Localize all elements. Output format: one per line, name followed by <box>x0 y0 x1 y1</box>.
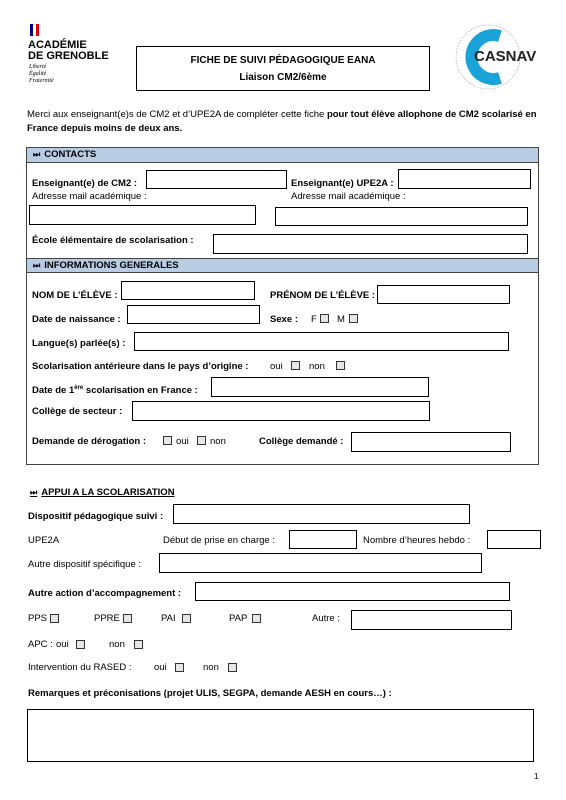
remarks-textarea[interactable] <box>27 709 534 762</box>
motto-egalite: Égalité <box>29 71 47 77</box>
other-label: Autre : <box>312 613 340 624</box>
school-field[interactable] <box>213 234 528 254</box>
student-firstname-field[interactable] <box>377 285 510 304</box>
other-device-field[interactable] <box>159 553 482 573</box>
academy-name-line1: ACADÉMIE <box>28 39 87 51</box>
ppre-label: PPRE <box>94 613 120 624</box>
first-schooling-label <box>32 383 198 396</box>
student-name-field[interactable] <box>121 281 255 300</box>
document-title: FICHE DE SUIVI PÉDAGOGIQUE EANA <box>190 55 376 66</box>
birthdate-label: Date de naissance : <box>32 314 121 325</box>
remarks-label: Remarques et préconisations (projet ULIS, SEGPA, demande AESH en cours…) : <box>28 688 392 699</box>
rased-no-checkbox[interactable] <box>228 663 237 672</box>
requested-college-field[interactable] <box>351 432 511 452</box>
contacts-header <box>27 148 538 163</box>
first-schooling-field[interactable] <box>211 377 429 397</box>
college-label: Collège de secteur : <box>32 406 123 417</box>
sex-label: Sexe : <box>270 314 298 325</box>
motto-liberte: Liberté <box>29 64 47 70</box>
sex-m-checkbox[interactable] <box>349 314 358 323</box>
document-title-box <box>136 46 430 91</box>
rased-label: Intervention du RASED : <box>28 662 132 673</box>
other-field[interactable] <box>351 610 512 630</box>
other-device-label: Autre dispositif spécifique : <box>28 559 142 570</box>
pai-label: PAI <box>161 613 176 624</box>
double-arrow-icon: ⏭ <box>33 261 41 270</box>
email-upe2a-label: Adresse mail académique : <box>291 191 406 202</box>
pps-checkbox[interactable] <box>50 614 59 623</box>
teacher-upe2a-field[interactable] <box>398 169 531 189</box>
apc-yes-checkbox[interactable] <box>76 640 85 649</box>
hours-label: Nombre d’heures hebdo : <box>363 535 471 546</box>
derogation-label: Demande de dérogation : <box>32 436 147 447</box>
intro-normal: Merci aux enseignant(e)s de CM2 et d’UPE2A de compléter cette fiche <box>27 109 327 120</box>
other-action-field[interactable] <box>195 582 510 601</box>
prior-schooling-label: Scolarisation antérieure dans le pays d’origine : <box>32 361 249 372</box>
document-subtitle: Liaison CM2/6ème <box>239 72 327 83</box>
intro-bold: pour tout élève allophone de CM2 scolarisé en France depuis moins de deux ans. <box>27 109 537 134</box>
apc-no-checkbox[interactable] <box>134 640 143 649</box>
support-title: APPUI A LA SCOLARISATION <box>41 487 175 498</box>
derogation-yes-label: oui <box>176 436 189 447</box>
teacher-cm2-label: Enseignant(e) de CM2 : <box>32 178 138 189</box>
student-name-label: NOM DE L’ÉLÈVE : <box>32 290 118 301</box>
page-number: 1 <box>534 772 539 781</box>
sex-m-label: M <box>337 314 345 325</box>
sex-f-checkbox[interactable] <box>320 314 329 323</box>
birthdate-field[interactable] <box>127 305 260 324</box>
intro-text <box>27 108 537 136</box>
contacts-title: CONTACTS <box>44 149 97 160</box>
apc-no-label: non <box>109 639 125 650</box>
first-schooling-label-a: Date de 1 <box>32 385 75 397</box>
pps-label: PPS <box>28 613 48 624</box>
student-firstname-label: PRÉNOM DE L’ÉLÈVE : <box>270 290 376 301</box>
prior-schooling-no-label: non <box>309 361 325 372</box>
general-info-header <box>27 258 538 273</box>
apc-label: APC : <box>28 639 53 650</box>
apc-yes-label: oui <box>56 639 69 650</box>
derogation-no-label: non <box>210 436 226 447</box>
pai-checkbox[interactable] <box>182 614 191 623</box>
prior-schooling-no-checkbox[interactable] <box>336 361 345 370</box>
double-arrow-icon: ⏭ <box>33 150 41 159</box>
teacher-cm2-field[interactable] <box>146 170 287 189</box>
teacher-upe2a-label: Enseignant(e) UPE2A : <box>291 178 394 189</box>
rased-yes-checkbox[interactable] <box>175 663 184 672</box>
pap-checkbox[interactable] <box>252 614 261 623</box>
prior-schooling-yes-label: oui <box>270 361 283 372</box>
other-action-label: Autre action d’accompagnement : <box>28 588 182 599</box>
start-label: Début de prise en charge : <box>163 535 275 546</box>
languages-label: Langue(s) parlée(s) : <box>32 338 126 349</box>
email-cm2-field[interactable] <box>29 205 256 225</box>
college-field[interactable] <box>132 401 430 421</box>
rased-no-label: non <box>203 662 219 673</box>
languages-field[interactable] <box>134 332 509 351</box>
general-info-title: INFORMATIONS GENERALES <box>44 260 179 271</box>
upe2a-label: UPE2A <box>28 535 60 546</box>
device-field[interactable] <box>173 504 470 524</box>
casnav-logo-text: CASNAV <box>474 48 537 65</box>
rased-yes-label: oui <box>154 662 167 673</box>
school-label: École élémentaire de scolarisation : <box>32 235 194 246</box>
prior-schooling-yes-checkbox[interactable] <box>291 361 300 370</box>
hours-field[interactable] <box>487 530 541 549</box>
derogation-no-checkbox[interactable] <box>197 436 206 445</box>
pap-label: PAP <box>229 613 248 624</box>
ppre-checkbox[interactable] <box>123 614 132 623</box>
derogation-yes-checkbox[interactable] <box>163 436 172 445</box>
requested-college-label: Collège demandé : <box>259 436 344 447</box>
email-cm2-label: Adresse mail académique : <box>32 191 147 202</box>
first-schooling-label-sup: ère <box>74 385 84 391</box>
device-label: Dispositif pédagogique suivi : <box>28 511 164 522</box>
academy-name-line2: DE GRENOBLE <box>28 50 109 62</box>
start-field[interactable] <box>289 530 357 549</box>
support-header <box>30 487 175 498</box>
sex-f-label: F <box>311 314 317 325</box>
email-upe2a-field[interactable] <box>275 207 528 226</box>
double-arrow-icon: ⏭ <box>30 488 38 497</box>
french-flag-icon <box>30 24 39 36</box>
motto-fraternite: Fraternité <box>29 78 54 84</box>
first-schooling-label-b: scolarisation en France : <box>83 385 198 397</box>
